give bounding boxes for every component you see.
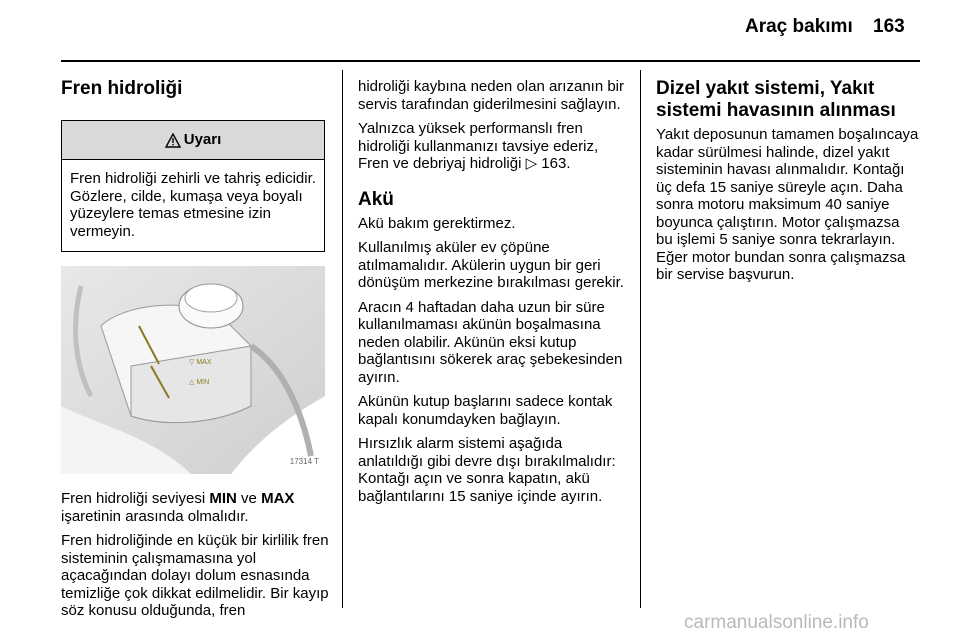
brake-fluid-reservoir-photo xyxy=(61,266,325,474)
section-heading-battery: Akü xyxy=(358,188,394,210)
paragraph-continued: hidroliği kaybına neden olan arızanın bir servis tarafından giderilmesini sağlayın. xyxy=(358,78,625,113)
column-2 xyxy=(358,78,628,512)
battery-paragraph-3: Aracın 4 haftadan daha uzun bir süre kullanılmaması akünün boşalmasına neden olabilir. Akünün eksi kutup bağlantısını sökerek araç şebekesinden ayırın. xyxy=(358,298,623,386)
section-heading-brake-fluid: Fren hidroliği xyxy=(61,78,183,99)
diesel-paragraph: Yakıt deposunun tamamen boşalıncaya kadar sürülmesi halinde, dizel yakıt sisteminin havası alınmalıdır. Kontağı üç defa 15 saniye süreyle açın. Daha sonra motoru maksimum 40 saniye boyunca çalıştırın. Motor çalışmazsa bu işlemi 5 saniye sonra tekrarlayın. Eğer motor bundan sonra çalışmazsa bir servise başvurun. xyxy=(656,126,919,283)
warning-text: Fren hidroliği zehirli ve tahriş edicidir. Gözlere, cilde, kumaşa veya boyalı yüzeylere temas etmesine izin vermeyin. xyxy=(70,170,316,240)
column-1 xyxy=(61,78,329,627)
battery-paragraph-5: Hırsızlık alarm sistemi aşağıda anlatıldığı gibi devre dışı bırakılmalıdır: Kontağı açın ve sonra kapatın, akü bağlantılarını 15 saniye içinde ayırın. xyxy=(358,435,616,505)
warning-triangle-icon xyxy=(165,133,181,148)
page-number: 163 xyxy=(873,16,905,37)
column-divider-2 xyxy=(640,70,641,608)
warning-box xyxy=(61,120,325,252)
recommendation-paragraph: Yalnızca yüksek performanslı fren hidroliği kullanmanızı tavsiye ederiz, Fren ve debriyaj hidroliği ▷ 163. xyxy=(358,120,599,172)
column-3 xyxy=(656,78,920,291)
page-reference-arrow-icon: ▷ xyxy=(525,155,538,172)
svg-text:△ MIN: △ MIN xyxy=(189,379,210,386)
warning-header xyxy=(62,121,324,160)
level-paragraph: Fren hidroliği seviyesi MIN ve MAX işaretinin arasında olmalıdır. xyxy=(61,490,295,525)
svg-text:▽ MAX: ▽ MAX xyxy=(189,359,212,366)
column-divider-1 xyxy=(342,70,343,608)
section-heading-diesel: Dizel yakıt sistemi, Yakıt sistemi havasının alınması xyxy=(656,78,896,121)
min-label: MIN xyxy=(209,490,237,507)
running-header-title: Araç bakımı xyxy=(745,16,853,37)
warning-title: Uyarı xyxy=(183,131,222,149)
max-label: MAX xyxy=(261,490,295,507)
watermark: carmanualsonline.info xyxy=(684,612,869,633)
contamination-paragraph: Fren hidroliğinde en küçük bir kirlilik fren sisteminin çalışmamasına yol açacağından dolayı dolum esnasında temizliğe çok dikkat edilmelidir. Bir kayıp söz konusu olduğunda, fren xyxy=(61,532,329,619)
battery-paragraph-2: Kullanılmış aküler ev çöpüne atılmamalıdır. Akülerin uygun bir geri dönüşüm merkezine bırakılması gerekir. xyxy=(358,239,624,291)
header-rule xyxy=(61,60,920,62)
battery-paragraph-1: Akü bakım gerektirmez. xyxy=(358,214,516,232)
battery-paragraph-4: Akünün kutup başlarını sadece kontak kapalı konumdayken bağlayın. xyxy=(358,393,613,428)
figure-code: 17314 T xyxy=(289,456,319,466)
